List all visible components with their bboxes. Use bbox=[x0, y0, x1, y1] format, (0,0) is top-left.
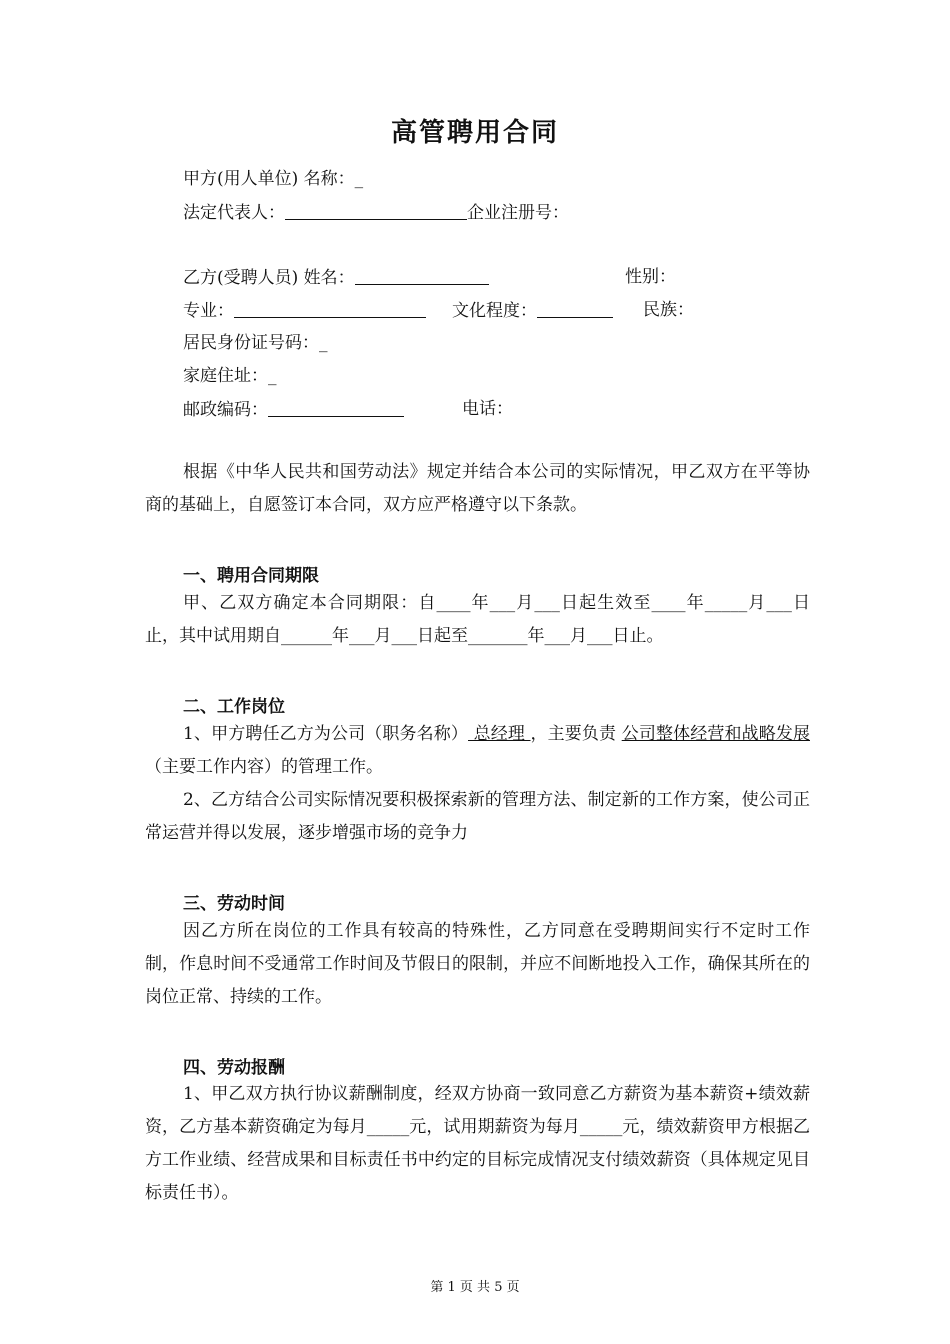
ethnic-line bbox=[643, 299, 694, 321]
party-a-name-line bbox=[183, 168, 363, 190]
intro-paragraph: 根据《中华人民共和国劳动法》规定并结合本公司的实际情况，甲乙双方在平等协商的基础上，自愿签订本合同，双方应严格遵守以下条款。 bbox=[145, 462, 810, 515]
section-2-p1-middle: ，主要负责 bbox=[530, 724, 622, 744]
section-2-paragraph-2: 2、乙方结合公司实际情况要积极探索新的管理方法、制定新的工作方案，使公司正常运营并得以发展，逐步增强市场的竞争力 bbox=[145, 790, 810, 843]
postal-code-label: 邮政编码： bbox=[183, 400, 268, 420]
legal-rep-blank bbox=[285, 201, 467, 220]
duty-content: 公司整体经营和战略发展 bbox=[621, 724, 810, 744]
party-b-name-line bbox=[183, 266, 489, 289]
section-2-paragraph-1 bbox=[145, 718, 810, 784]
gender-line bbox=[625, 266, 676, 288]
legal-rep-label: 法定代表人： bbox=[183, 203, 285, 223]
section-4-heading: 四、劳动报酬 bbox=[183, 1058, 285, 1078]
ethnic-label: 民族： bbox=[643, 300, 694, 320]
section-2-p1-prefix: 1、甲方聘任乙方为公司（职务名称） bbox=[183, 724, 469, 744]
section-2-heading: 二、工作岗位 bbox=[183, 697, 285, 717]
section-2-p1-suffix: （主要工作内容）的管理工作。 bbox=[145, 757, 383, 777]
page-footer: 第 1 页 共 5 页 bbox=[430, 1280, 520, 1295]
education-blank bbox=[537, 299, 613, 318]
major-line bbox=[183, 299, 426, 322]
party-b-name-label: 乙方(受聘人员) 姓名： bbox=[183, 268, 355, 288]
section-3-text: 因乙方所在岗位的工作具有较高的特殊性，乙方同意在受聘期间实行不定时工作制，作息时间不受通常工作时间及节假日的限制，并应不间断地投入工作，确保其所在的岗位正常、持续的工作。 bbox=[145, 921, 810, 1007]
party-a-rep-line bbox=[183, 201, 569, 224]
id-line bbox=[183, 332, 328, 354]
postal-code-blank bbox=[268, 398, 404, 417]
reg-number-label: 企业注册号： bbox=[467, 203, 569, 223]
section-1-heading: 一、聘用合同期限 bbox=[183, 566, 319, 586]
gender-label: 性别： bbox=[625, 267, 676, 287]
page-title: 高管聘用合同 bbox=[390, 118, 559, 148]
phone-label: 电话： bbox=[462, 399, 513, 419]
address-line bbox=[183, 365, 277, 387]
section-4-text: 1、甲乙双方执行协议薪酬制度，经双方协商一致同意乙方薪资为基本薪资+绩效薪资，乙方基本薪资确定为每月_____元，试用期薪资为每月_____元，绩效薪资甲方根据乙方工作业绩、经营成果和目标责任书中约定的目标完成情况支付绩效薪资（具体规定见目标责任书）。 bbox=[145, 1084, 810, 1203]
major-label: 专业： bbox=[183, 301, 234, 321]
section-3-heading: 三、劳动时间 bbox=[183, 894, 285, 914]
education-label: 文化程度： bbox=[452, 301, 537, 321]
party-a-name-label: 甲方(用人单位) 名称：_ bbox=[183, 169, 364, 189]
address-label: 家庭住址：_ bbox=[183, 366, 277, 386]
postal-line bbox=[183, 398, 404, 421]
phone-line bbox=[462, 398, 513, 420]
party-b-name-blank bbox=[355, 266, 489, 285]
major-blank bbox=[234, 299, 426, 318]
section-1-text: 甲、乙双方确定本合同期限：自____年___月___日起生效至____年_____月___日止，其中试用期自______年___月___日起至_______年___月___日止。 bbox=[145, 593, 810, 646]
education-line bbox=[452, 299, 613, 322]
id-number-label: 居民身份证号码：_ bbox=[183, 333, 328, 353]
position-title: 总经理 bbox=[468, 724, 531, 744]
